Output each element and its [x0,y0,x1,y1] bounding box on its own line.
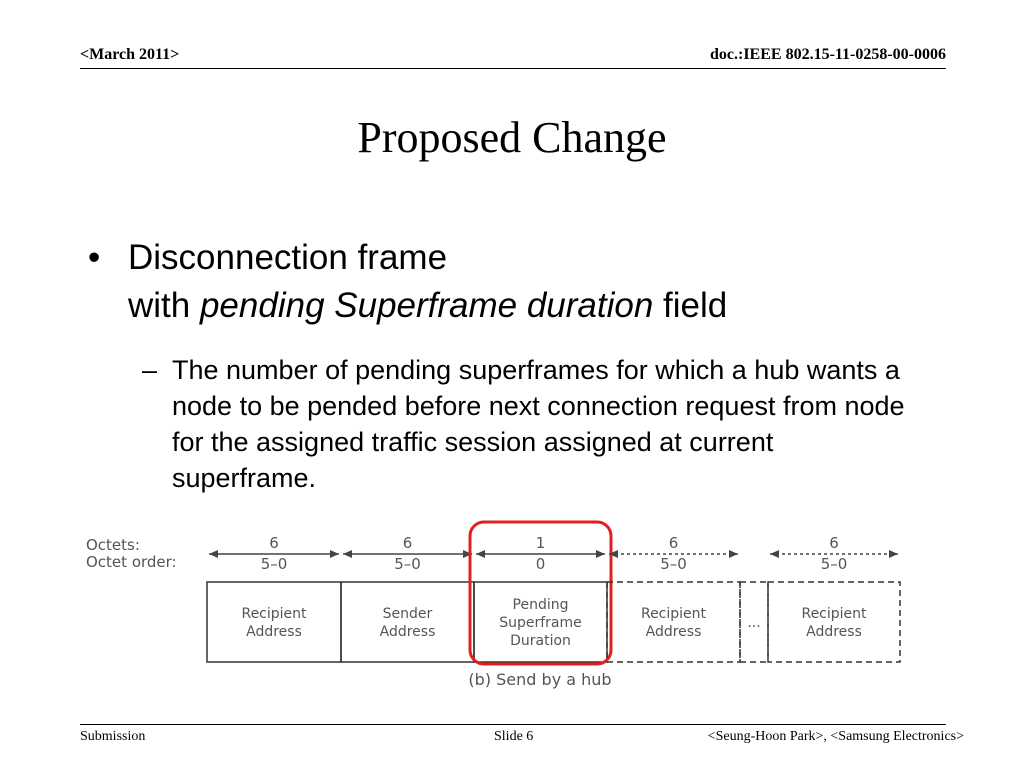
sub-bullet-marker: – [142,355,158,385]
field-octet-order: 5–0 [394,555,421,573]
field-octets: 6 [668,534,679,552]
header-rule [80,68,946,69]
field-box [341,582,474,662]
field-octets: 1 [535,534,546,552]
bullet-line-2-suffix: field [653,286,728,325]
field-name: Superframe [499,615,582,631]
header-date: <March 2011> [80,46,180,63]
field-box [607,582,740,662]
octets-label: Octets: [86,536,140,554]
bullet-line-1: Disconnection frame [128,238,448,277]
field-name: Address [645,624,702,640]
field-name: Pending [512,597,569,613]
field-octets: 6 [269,534,279,552]
octet-order-label: Octet order: [86,553,177,571]
field-name: Recipient [801,606,867,622]
footer-slide-number: Slide 6 [494,729,534,744]
bullet-field-name: pending Superframe duration [199,286,654,325]
frame-fields [207,522,900,664]
footer-submission: Submission [80,729,146,744]
field-name: Address [379,624,436,640]
field-octet-order: 0 [535,555,546,573]
field-box [207,582,341,662]
field-name: Recipient [241,606,307,622]
field-name: Address [806,624,862,640]
slide-title: Proposed Change [357,113,667,162]
bullet-line-2-prefix: with [128,286,200,325]
field-octet-order: 5–0 [260,555,288,573]
field-box [768,582,900,662]
field-octets: 6 [829,534,839,552]
field-octet-order: 5–0 [660,555,687,573]
field-name: Sender [382,606,433,622]
field-name: ... [747,615,761,631]
bullet-line-2 [128,282,727,330]
bullet-marker: • [88,238,101,277]
frame-format-figure [0,520,1024,700]
field-name: Address [246,624,302,640]
field-octet-order: 5–0 [820,555,848,573]
footer-rule [80,724,946,725]
field-name: Recipient [640,606,707,622]
header-doc-id: doc.:IEEE 802.15-11-0258-00-0006 [710,46,946,63]
sub-bullet-text: The number of pending superframes for which a hub wants a node to be pended before next connection request from node for the assigned traffic session assigned at current superframe. [172,355,905,493]
figure-caption: (b) Send by a hub [468,670,612,689]
field-name: Duration [510,633,571,649]
footer-authors: <Seung-Hoon Park>, <Samsung Electronics> [707,729,964,744]
field-octets: 6 [402,534,413,552]
